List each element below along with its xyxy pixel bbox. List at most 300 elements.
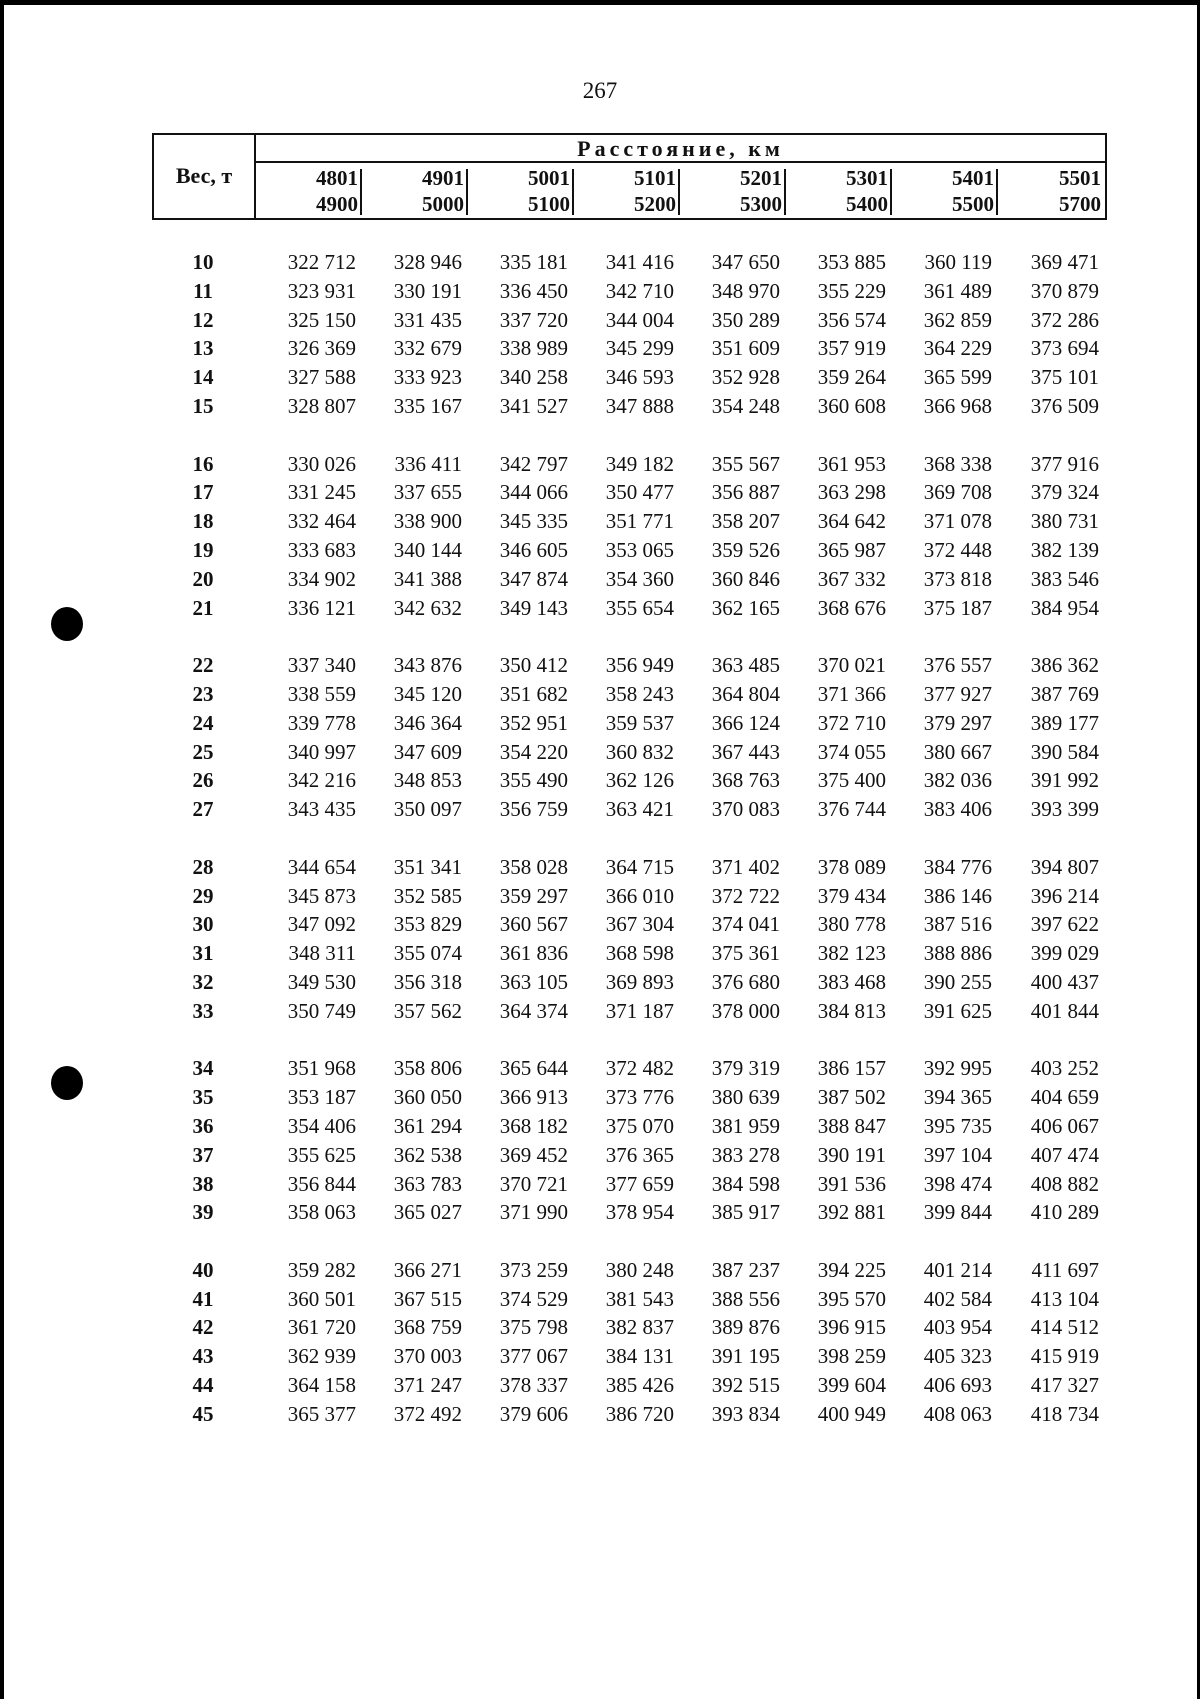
price-cell: 345 873	[287, 883, 356, 908]
price-cell: 330 191	[393, 278, 462, 303]
price-cell: 405 323	[923, 1344, 992, 1369]
price-cell: 411 697	[1031, 1257, 1099, 1282]
price-cell: 376 365	[605, 1142, 674, 1167]
weight-cell: 14	[192, 365, 214, 390]
price-cell: 366 968	[923, 393, 992, 418]
price-cell: 366 010	[605, 883, 674, 908]
price-cell: 368 759	[393, 1315, 462, 1340]
price-cell: 371 247	[393, 1373, 462, 1398]
price-cell: 388 847	[817, 1113, 886, 1138]
price-cell: 358 028	[499, 854, 568, 879]
price-cell: 392 515	[711, 1373, 780, 1398]
price-cell: 415 919	[1030, 1344, 1099, 1369]
weight-cell: 26	[192, 768, 214, 793]
price-cell: 353 065	[605, 537, 674, 562]
price-cell: 361 836	[499, 941, 568, 966]
price-cell: 380 778	[817, 912, 886, 937]
price-cell: 351 682	[499, 681, 568, 706]
price-cell: 375 798	[499, 1315, 568, 1340]
price-cell: 367 515	[393, 1286, 462, 1311]
price-cell: 342 797	[499, 451, 568, 476]
price-cell: 367 443	[711, 739, 780, 764]
table-row	[152, 450, 1107, 479]
price-cell: 373 818	[923, 566, 992, 591]
price-cell: 350 412	[499, 653, 568, 678]
price-cell: 368 763	[711, 768, 780, 793]
price-cell: 331 245	[287, 480, 356, 505]
weight-cell: 37	[192, 1142, 214, 1167]
table-row	[152, 1083, 1107, 1112]
distance-range-header	[680, 165, 786, 217]
table-row	[152, 248, 1107, 277]
price-cell: 414 512	[1030, 1315, 1099, 1340]
price-cell: 338 900	[393, 509, 462, 534]
price-cell: 392 995	[923, 1056, 992, 1081]
price-cell: 356 574	[817, 307, 886, 332]
weight-cell: 38	[192, 1171, 214, 1196]
price-cell: 344 066	[499, 480, 568, 505]
price-cell: 418 734	[1030, 1401, 1099, 1426]
price-cell: 368 338	[923, 451, 992, 476]
price-cell: 378 337	[499, 1373, 568, 1398]
range-from: 5401	[952, 166, 994, 190]
price-cell: 341 527	[499, 393, 568, 418]
price-cell: 354 360	[605, 566, 674, 591]
group-spacer	[152, 1026, 1107, 1055]
price-cell: 347 092	[287, 912, 356, 937]
price-cell: 349 182	[605, 451, 674, 476]
price-cell: 368 598	[605, 941, 674, 966]
distance-range-header	[574, 165, 680, 217]
price-cell: 375 187	[923, 595, 992, 620]
weight-cell: 34	[192, 1056, 214, 1081]
price-cell: 335 167	[393, 393, 462, 418]
price-cell: 341 416	[605, 250, 674, 274]
price-cell: 394 365	[923, 1085, 992, 1110]
price-cell: 348 970	[711, 278, 780, 303]
table-row	[152, 853, 1107, 882]
table-row	[152, 1141, 1107, 1170]
table-row	[152, 536, 1107, 565]
weight-cell: 44	[192, 1373, 214, 1398]
price-cell: 356 759	[499, 797, 568, 822]
weight-cell: 43	[192, 1344, 214, 1369]
price-cell: 341 388	[393, 566, 462, 591]
range-from: 5201	[740, 166, 782, 190]
price-cell: 371 187	[605, 998, 674, 1023]
price-cell: 353 885	[817, 250, 886, 274]
price-cell: 359 297	[499, 883, 568, 908]
price-cell: 391 992	[1030, 768, 1099, 793]
price-cell: 345 299	[605, 336, 674, 361]
price-cell: 355 074	[393, 941, 462, 966]
distance-range-header	[468, 165, 574, 217]
price-cell: 394 225	[817, 1257, 886, 1282]
price-cell: 370 879	[1030, 278, 1099, 303]
table-row	[152, 1313, 1107, 1342]
price-cell: 384 598	[711, 1171, 780, 1196]
table-header	[152, 133, 1107, 220]
price-cell: 371 402	[711, 854, 780, 879]
price-cell: 369 471	[1030, 250, 1099, 274]
weight-cell: 40	[192, 1257, 214, 1282]
table-row	[152, 306, 1107, 335]
price-cell: 395 735	[923, 1113, 992, 1138]
column-separator	[996, 169, 998, 215]
price-cell: 364 374	[499, 998, 568, 1023]
price-cell: 357 562	[393, 998, 462, 1023]
price-cell: 353 829	[393, 912, 462, 937]
price-cell: 350 097	[393, 797, 462, 822]
price-cell: 407 474	[1030, 1142, 1099, 1167]
price-cell: 355 625	[287, 1142, 356, 1167]
price-cell: 373 776	[605, 1085, 674, 1110]
price-cell: 390 255	[923, 969, 992, 994]
price-cell: 378 954	[605, 1200, 674, 1225]
table-row	[152, 363, 1107, 392]
price-cell: 362 126	[605, 768, 674, 793]
table-row	[152, 680, 1107, 709]
price-cell: 338 989	[499, 336, 568, 361]
table-row	[152, 939, 1107, 968]
price-cell: 397 104	[923, 1142, 992, 1167]
price-cell: 328 946	[393, 250, 462, 274]
price-cell: 399 844	[923, 1200, 992, 1225]
price-cell: 362 859	[923, 307, 992, 332]
price-cell: 371 990	[499, 1200, 568, 1225]
price-cell: 370 083	[711, 797, 780, 822]
price-cell: 371 366	[817, 681, 886, 706]
price-cell: 342 216	[287, 768, 356, 793]
price-cell: 376 509	[1030, 393, 1099, 418]
price-cell: 387 516	[923, 912, 992, 937]
price-cell: 383 406	[923, 797, 992, 822]
weight-cell: 12	[192, 307, 214, 332]
price-cell: 386 362	[1030, 653, 1099, 678]
scan-border-left	[0, 0, 4, 1699]
table-row	[152, 882, 1107, 911]
price-cell: 367 332	[817, 566, 886, 591]
group-spacer	[152, 1227, 1107, 1256]
price-cell: 372 722	[711, 883, 780, 908]
price-cell: 417 327	[1030, 1373, 1099, 1398]
weight-cell: 27	[192, 797, 214, 822]
price-cell: 386 146	[923, 883, 992, 908]
price-cell: 378 089	[817, 854, 886, 879]
price-cell: 401 214	[923, 1257, 992, 1282]
table-row	[152, 1054, 1107, 1083]
price-cell: 350 477	[605, 480, 674, 505]
price-cell: 364 642	[817, 509, 886, 534]
price-cell: 383 546	[1030, 566, 1099, 591]
price-cell: 363 783	[393, 1171, 462, 1196]
price-cell: 372 710	[817, 710, 886, 735]
range-from: 5001	[528, 166, 570, 190]
table-row	[152, 651, 1107, 680]
price-cell: 384 813	[817, 998, 886, 1023]
price-cell: 346 605	[499, 537, 568, 562]
tariff-table-body	[152, 248, 1107, 1429]
table-row	[152, 1371, 1107, 1400]
price-cell: 390 191	[817, 1142, 886, 1167]
price-cell: 377 659	[605, 1171, 674, 1196]
price-cell: 327 588	[287, 365, 356, 390]
price-cell: 333 683	[287, 537, 356, 562]
weight-cell: 39	[192, 1200, 214, 1225]
price-cell: 358 063	[287, 1200, 356, 1225]
weight-cell: 13	[192, 336, 214, 361]
price-cell: 335 181	[499, 250, 568, 274]
price-cell: 360 832	[605, 739, 674, 764]
price-cell: 362 538	[393, 1142, 462, 1167]
price-cell: 363 485	[711, 653, 780, 678]
price-cell: 361 294	[393, 1113, 462, 1138]
weight-cell: 11	[193, 278, 213, 303]
price-cell: 386 720	[605, 1401, 674, 1426]
distance-header-label: Расстояние, км	[577, 136, 784, 161]
price-cell: 337 340	[287, 653, 356, 678]
table-row	[152, 709, 1107, 738]
price-cell: 354 220	[499, 739, 568, 764]
price-cell: 400 949	[817, 1401, 886, 1426]
price-cell: 340 144	[393, 537, 462, 562]
table-row	[152, 1198, 1107, 1227]
price-cell: 391 536	[817, 1171, 886, 1196]
price-cell: 361 489	[923, 278, 992, 303]
range-from: 5101	[634, 166, 676, 190]
weight-cell: 31	[192, 941, 214, 966]
price-cell: 379 434	[817, 883, 886, 908]
price-cell: 352 951	[499, 710, 568, 735]
price-cell: 377 916	[1030, 451, 1099, 476]
price-cell: 350 289	[711, 307, 780, 332]
weight-cell: 23	[192, 681, 214, 706]
weight-cell: 18	[192, 509, 214, 534]
price-cell: 388 886	[923, 941, 992, 966]
price-cell: 374 529	[499, 1286, 568, 1311]
price-cell: 364 158	[287, 1373, 356, 1398]
range-to: 4900	[316, 192, 358, 216]
price-cell: 395 570	[817, 1286, 886, 1311]
price-cell: 397 622	[1030, 912, 1099, 937]
range-to: 5000	[422, 192, 464, 216]
price-cell: 365 027	[393, 1200, 462, 1225]
range-to: 5300	[740, 192, 782, 216]
price-cell: 384 776	[923, 854, 992, 879]
distance-range-header	[362, 165, 468, 217]
price-cell: 326 369	[287, 336, 356, 361]
price-cell: 370 003	[393, 1344, 462, 1369]
price-cell: 347 888	[605, 393, 674, 418]
price-cell: 355 654	[605, 595, 674, 620]
weight-cell: 19	[192, 537, 214, 562]
price-cell: 332 679	[393, 336, 462, 361]
price-cell: 348 853	[393, 768, 462, 793]
price-cell: 396 214	[1030, 883, 1099, 908]
price-cell: 387 769	[1030, 681, 1099, 706]
price-cell: 328 807	[287, 393, 356, 418]
price-cell: 400 437	[1030, 969, 1099, 994]
weight-column-header: Вес, т	[154, 135, 256, 218]
price-cell: 365 987	[817, 537, 886, 562]
price-cell: 351 771	[605, 509, 674, 534]
price-cell: 379 324	[1030, 480, 1099, 505]
price-cell: 380 639	[711, 1085, 780, 1110]
price-cell: 401 844	[1030, 998, 1099, 1023]
price-cell: 345 120	[393, 681, 462, 706]
price-cell: 351 341	[393, 854, 462, 879]
scan-border-top	[0, 0, 1200, 5]
price-cell: 375 400	[817, 768, 886, 793]
price-cell: 363 298	[817, 480, 886, 505]
price-cell: 362 165	[711, 595, 780, 620]
price-cell: 367 304	[605, 912, 674, 937]
weight-cell: 10	[192, 250, 214, 274]
price-cell: 349 530	[287, 969, 356, 994]
price-cell: 323 931	[287, 278, 356, 303]
price-cell: 352 585	[393, 883, 462, 908]
range-to: 5400	[846, 192, 888, 216]
price-cell: 343 435	[287, 797, 356, 822]
price-cell: 364 715	[605, 854, 674, 879]
price-cell: 361 720	[287, 1315, 356, 1340]
price-cell: 353 187	[287, 1085, 356, 1110]
price-cell: 342 632	[393, 595, 462, 620]
price-cell: 377 067	[499, 1344, 568, 1369]
price-cell: 359 282	[287, 1257, 356, 1282]
price-cell: 366 913	[499, 1085, 568, 1110]
price-cell: 332 464	[287, 509, 356, 534]
price-cell: 398 259	[817, 1344, 886, 1369]
group-spacer	[152, 824, 1107, 853]
range-from: 4801	[316, 166, 358, 190]
price-cell: 375 070	[605, 1113, 674, 1138]
price-cell: 355 490	[499, 768, 568, 793]
price-cell: 378 000	[711, 998, 780, 1023]
price-cell: 403 954	[923, 1315, 992, 1340]
price-cell: 396 915	[817, 1315, 886, 1340]
price-cell: 344 004	[605, 307, 674, 332]
weight-cell: 25	[192, 739, 214, 764]
price-cell: 368 676	[817, 595, 886, 620]
page-number: 267	[582, 78, 618, 103]
price-cell: 374 055	[817, 739, 886, 764]
price-cell: 366 124	[711, 710, 780, 735]
weight-cell: 24	[192, 710, 214, 735]
weight-cell: 28	[192, 854, 214, 879]
price-cell: 392 881	[817, 1200, 886, 1225]
price-cell: 369 708	[923, 480, 992, 505]
weight-cell: 21	[192, 595, 214, 620]
range-from: 5301	[846, 166, 888, 190]
price-cell: 362 939	[287, 1344, 356, 1369]
price-cell: 381 543	[605, 1286, 674, 1311]
price-cell: 408 882	[1030, 1171, 1099, 1196]
price-cell: 347 650	[711, 250, 780, 274]
price-cell: 325 150	[287, 307, 356, 332]
price-cell: 399 604	[817, 1373, 886, 1398]
table-row	[152, 334, 1107, 363]
price-cell: 360 846	[711, 566, 780, 591]
price-cell: 366 271	[393, 1257, 462, 1282]
price-cell: 336 450	[499, 278, 568, 303]
price-cell: 356 887	[711, 480, 780, 505]
price-cell: 373 694	[1030, 336, 1099, 361]
price-cell: 375 361	[711, 941, 780, 966]
price-cell: 398 474	[923, 1171, 992, 1196]
price-cell: 344 654	[287, 854, 356, 879]
price-cell: 355 229	[817, 278, 886, 303]
price-cell: 402 584	[923, 1286, 992, 1311]
price-cell: 360 050	[393, 1085, 462, 1110]
price-cell: 357 919	[817, 336, 886, 361]
price-cell: 389 876	[711, 1315, 780, 1340]
table-row	[152, 738, 1107, 767]
distance-range-header	[256, 165, 362, 217]
price-cell: 382 139	[1030, 537, 1099, 562]
price-cell: 391 195	[711, 1344, 780, 1369]
price-cell: 365 599	[923, 365, 992, 390]
price-cell: 391 625	[923, 998, 992, 1023]
price-cell: 383 468	[817, 969, 886, 994]
price-cell: 338 559	[287, 681, 356, 706]
table-row	[152, 277, 1107, 306]
range-to: 5500	[952, 192, 994, 216]
weight-cell: 29	[192, 883, 214, 908]
price-cell: 359 264	[817, 365, 886, 390]
weight-cell: 32	[192, 969, 214, 994]
price-cell: 380 667	[923, 739, 992, 764]
price-cell: 358 207	[711, 509, 780, 534]
weight-cell: 42	[192, 1315, 214, 1340]
price-cell: 376 744	[817, 797, 886, 822]
price-cell: 388 556	[711, 1286, 780, 1311]
table-row	[152, 1400, 1107, 1429]
weight-cell: 33	[192, 998, 214, 1023]
price-cell: 387 502	[817, 1085, 886, 1110]
table-row	[152, 1342, 1107, 1371]
weight-cell: 15	[192, 393, 214, 418]
price-cell: 372 492	[393, 1401, 462, 1426]
group-spacer	[152, 421, 1107, 450]
price-cell: 394 807	[1030, 854, 1099, 879]
price-cell: 374 041	[711, 912, 780, 937]
table-row	[152, 1285, 1107, 1314]
price-cell: 370 721	[499, 1171, 568, 1196]
price-cell: 393 834	[711, 1401, 780, 1426]
price-cell: 354 406	[287, 1113, 356, 1138]
price-cell: 336 411	[394, 451, 462, 476]
table-row	[152, 507, 1107, 536]
price-cell: 360 567	[499, 912, 568, 937]
price-cell: 372 286	[1030, 307, 1099, 332]
price-cell: 360 501	[287, 1286, 356, 1311]
price-cell: 369 893	[605, 969, 674, 994]
price-cell: 363 105	[499, 969, 568, 994]
price-cell: 399 029	[1030, 941, 1099, 966]
price-cell: 360 608	[817, 393, 886, 418]
price-cell: 359 526	[711, 537, 780, 562]
distance-header	[256, 135, 1105, 163]
price-cell: 369 452	[499, 1142, 568, 1167]
price-cell: 387 237	[711, 1257, 780, 1282]
price-cell: 330 026	[287, 451, 356, 476]
weight-cell: 45	[192, 1401, 214, 1426]
table-row	[152, 594, 1107, 623]
price-cell: 380 248	[605, 1257, 674, 1282]
price-cell: 340 258	[499, 365, 568, 390]
table-row	[152, 1256, 1107, 1285]
